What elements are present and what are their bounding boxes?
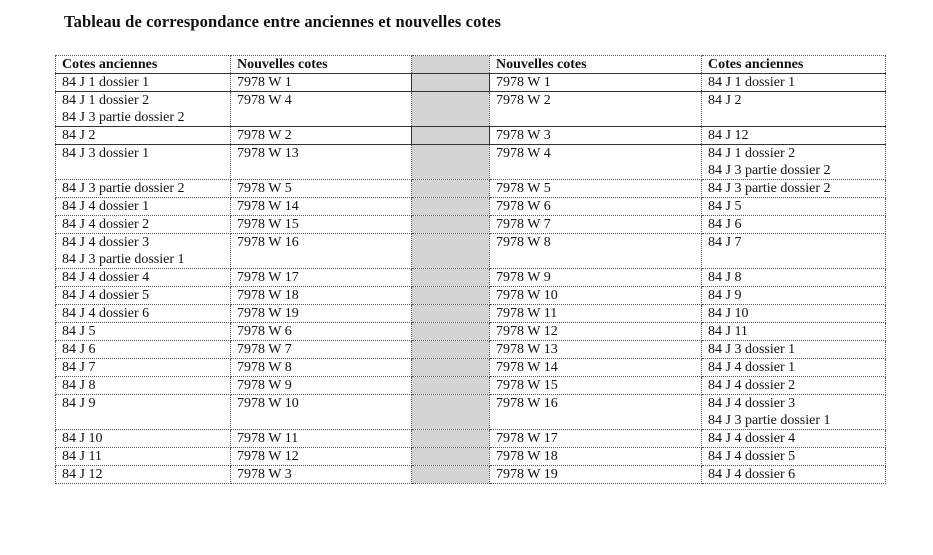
cell-text: 84 J 4 dossier 5 [708,449,796,464]
cell-left-old [56,395,231,430]
cell-text: 84 J 4 dossier 1 [708,360,796,375]
cell-text: 7978 W 15 [496,378,558,393]
cell-text: 84 J 8 [62,378,96,393]
cell-text: 7978 W 17 [237,270,299,285]
cell-text: 7978 W 13 [496,342,558,357]
cell-left-old [56,145,231,180]
cell-text: 84 J 12 [62,467,103,482]
separator-cell [412,466,490,484]
cell-text: 84 J 3 dossier 1 [62,146,150,161]
cell-left-new [231,466,412,484]
cell-text: 7978 W 8 [496,235,551,250]
cell-text: 84 J 5 [62,324,96,339]
table-row [56,92,886,127]
separator-cell [412,234,490,269]
cell-right-new [490,287,702,305]
table-row [56,466,886,484]
cell-text: 7978 W 16 [496,396,558,411]
document-title: Tableau de correspondance entre anciennes et nouvelles cotes [64,12,501,31]
cell-text: 7978 W 12 [237,449,299,464]
cell-left-new [231,341,412,359]
cell-text: 84 J 4 dossier 2 [62,217,150,232]
cell-text: 84 J 1 dossier 2 [708,146,796,161]
cell-right-new [490,92,702,127]
cell-left-new [231,74,412,92]
separator-cell [412,448,490,466]
cell-right-old [702,92,886,127]
cell-text: 7978 W 2 [496,93,551,108]
separator-cell [412,269,490,287]
cell-text: 84 J 11 [708,324,748,339]
cell-left-new [231,234,412,269]
cell-text: 84 J 2 [708,93,742,108]
cell-text: 84 J 11 [62,449,102,464]
separator-cell [412,74,490,92]
cell-text: 84 J 4 dossier 2 [708,378,796,393]
cell-text: 7978 W 14 [237,199,299,214]
cell-text: 84 J 4 dossier 3 [708,396,796,411]
cell-left-new [231,216,412,234]
cell-text: 84 J 4 dossier 5 [62,288,150,303]
cell-text: 84 J 7 [708,235,742,250]
cell-right-old [702,359,886,377]
cell-text: 84 J 10 [708,306,749,321]
cell-left-new [231,359,412,377]
cell-right-new [490,448,702,466]
cell-left-new [231,180,412,198]
cell-right-old [702,269,886,287]
cell-left-old [56,92,231,127]
cell-right-old [702,377,886,395]
cell-left-new [231,323,412,341]
cell-text: 84 J 3 partie dossier 2 [708,181,831,196]
header-left-new: Nouvelles cotes [231,56,412,74]
separator-cell [412,127,490,145]
cell-text: 84 J 10 [62,431,103,446]
cell-text: 7978 W 3 [496,128,551,143]
cell-right-old [702,74,886,92]
cell-text: 7978 W 8 [237,360,292,375]
cell-text: 7978 W 2 [237,128,292,143]
cell-left-new [231,127,412,145]
table-row [56,359,886,377]
cell-text: 7978 W 12 [496,324,558,339]
cell-left-new [231,92,412,127]
cell-text: 84 J 7 [62,360,96,375]
cell-left-old [56,359,231,377]
cell-left-old [56,323,231,341]
cell-text: 7978 W 1 [496,75,551,90]
cell-left-new [231,198,412,216]
cell-left-old [56,448,231,466]
cell-text: 7978 W 11 [237,431,299,446]
cell-text: 7978 W 19 [237,306,299,321]
separator-cell [412,305,490,323]
cell-text: 7978 W 19 [496,467,558,482]
cell-text: 84 J 3 partie dossier 1 [62,252,185,267]
cell-right-old [702,198,886,216]
cell-text: 7978 W 4 [237,93,292,108]
cell-text: 84 J 9 [62,396,96,411]
cell-right-old [702,430,886,448]
cell-left-old [56,287,231,305]
cell-text: 84 J 1 dossier 2 [62,93,150,108]
table-row [56,341,886,359]
cell-left-new [231,269,412,287]
cell-text: 7978 W 4 [496,146,551,161]
header-right-old: Cotes anciennes [702,56,886,74]
cell-text: 84 J 8 [708,270,742,285]
cell-right-new [490,305,702,323]
table-body [56,74,886,484]
cell-left-new [231,145,412,180]
cell-text: 84 J 3 partie dossier 2 [62,110,185,125]
cell-left-old [56,341,231,359]
cell-left-old [56,234,231,269]
cell-left-old [56,216,231,234]
header-left-old: Cotes anciennes [56,56,231,74]
table-row [56,74,886,92]
cell-text: 7978 W 15 [237,217,299,232]
cell-left-old [56,377,231,395]
cell-left-old [56,430,231,448]
cell-right-new [490,180,702,198]
cell-right-new [490,234,702,269]
cell-text: 7978 W 1 [237,75,292,90]
cell-text: 84 J 4 dossier 1 [62,199,150,214]
separator-cell [412,377,490,395]
cell-right-new [490,377,702,395]
cell-right-old [702,216,886,234]
cell-left-old [56,127,231,145]
cell-text: 84 J 4 dossier 4 [708,431,796,446]
cell-text: 84 J 6 [708,217,742,232]
table-row [56,269,886,287]
cell-text: 84 J 4 dossier 6 [62,306,150,321]
cell-text: 7978 W 7 [496,217,551,232]
cell-left-new [231,395,412,430]
cell-left-old [56,305,231,323]
cell-left-new [231,377,412,395]
cell-text: 84 J 3 partie dossier 1 [708,413,831,428]
table-row [56,180,886,198]
cell-right-old [702,395,886,430]
cell-text: 7978 W 14 [496,360,558,375]
cell-right-new [490,430,702,448]
cell-left-new [231,287,412,305]
cell-right-new [490,269,702,287]
cell-right-old [702,448,886,466]
cell-text: 84 J 2 [62,128,96,143]
cell-right-old [702,180,886,198]
cell-left-old [56,269,231,287]
cell-text: 7978 W 10 [496,288,558,303]
cell-right-new [490,145,702,180]
cell-right-new [490,359,702,377]
cell-text: 7978 W 18 [237,288,299,303]
cell-right-old [702,466,886,484]
cell-text: 7978 W 16 [237,235,299,250]
cell-text: 7978 W 11 [496,306,558,321]
separator-cell [412,180,490,198]
table-row [56,395,886,430]
header-right-new: Nouvelles cotes [490,56,702,74]
cell-right-new [490,127,702,145]
table-row [56,430,886,448]
cell-right-old [702,234,886,269]
separator-cell [412,198,490,216]
cell-right-old [702,341,886,359]
cell-right-new [490,323,702,341]
cell-text: 84 J 3 dossier 1 [708,342,796,357]
cell-text: 84 J 4 dossier 3 [62,235,150,250]
table-row [56,287,886,305]
cell-left-old [56,74,231,92]
cell-text: 84 J 5 [708,199,742,214]
cell-text: 7978 W 6 [496,199,551,214]
separator-cell [412,395,490,430]
cell-right-old [702,145,886,180]
table-row [56,305,886,323]
table-row [56,198,886,216]
cell-text: 7978 W 10 [237,396,299,411]
separator-column [412,56,490,74]
cell-text: 84 J 9 [708,288,742,303]
cell-left-old [56,466,231,484]
cell-text: 84 J 3 partie dossier 2 [62,181,185,196]
separator-cell [412,430,490,448]
cell-right-old [702,305,886,323]
header-row [56,56,886,74]
table-row [56,216,886,234]
cell-text: 84 J 6 [62,342,96,357]
separator-cell [412,216,490,234]
cell-left-old [56,180,231,198]
cell-text: 7978 W 5 [237,181,292,196]
separator-cell [412,323,490,341]
cell-text: 84 J 3 partie dossier 2 [708,163,831,178]
cell-left-new [231,430,412,448]
cell-text: 7978 W 7 [237,342,292,357]
table-row [56,323,886,341]
cell-right-new [490,216,702,234]
cell-text: 84 J 4 dossier 4 [62,270,150,285]
table-row [56,145,886,180]
cell-text: 7978 W 17 [496,431,558,446]
cell-text: 7978 W 9 [237,378,292,393]
table-row [56,377,886,395]
table-row [56,448,886,466]
cell-right-old [702,287,886,305]
cell-text: 7978 W 9 [496,270,551,285]
separator-cell [412,145,490,180]
separator-cell [412,92,490,127]
cell-text: 7978 W 6 [237,324,292,339]
cell-right-new [490,466,702,484]
cell-right-new [490,341,702,359]
cell-left-new [231,448,412,466]
cell-right-new [490,198,702,216]
cell-text: 84 J 1 dossier 1 [708,75,796,90]
cell-text: 7978 W 18 [496,449,558,464]
cell-text: 7978 W 13 [237,146,299,161]
cell-text: 84 J 12 [708,128,749,143]
cell-right-new [490,395,702,430]
cell-text: 7978 W 5 [496,181,551,196]
table-row [56,127,886,145]
table-row [56,234,886,269]
cell-right-old [702,127,886,145]
cell-right-old [702,323,886,341]
separator-cell [412,287,490,305]
cell-text: 7978 W 3 [237,467,292,482]
cell-left-old [56,198,231,216]
separator-cell [412,359,490,377]
correspondence-table [55,55,886,484]
cell-text: 84 J 4 dossier 6 [708,467,796,482]
separator-cell [412,341,490,359]
cell-right-new [490,74,702,92]
cell-text: 84 J 1 dossier 1 [62,75,150,90]
cell-left-new [231,305,412,323]
